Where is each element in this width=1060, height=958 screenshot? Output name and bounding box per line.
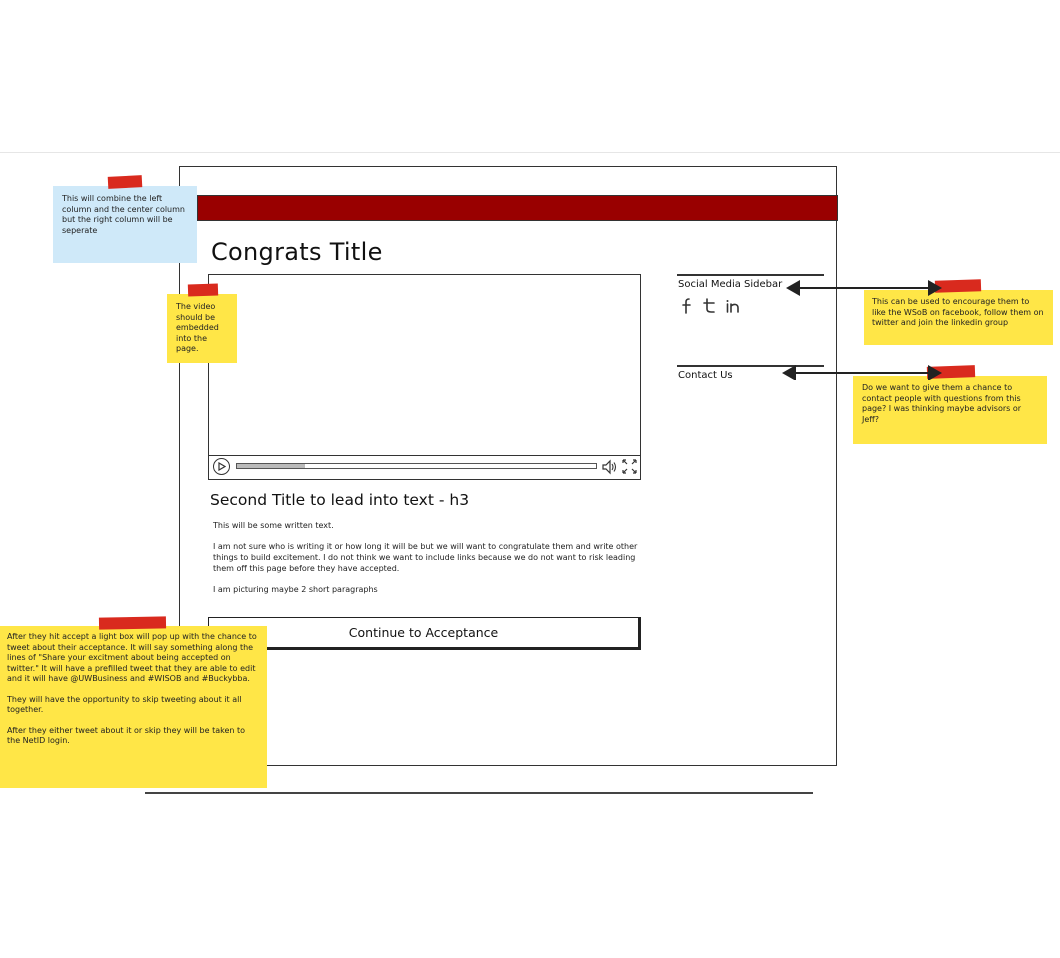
sticky-note-video (167, 294, 237, 363)
social-icons (679, 297, 741, 315)
sticky-note-lightbox (0, 626, 267, 788)
video-controls (209, 455, 640, 479)
sticky-note-columns (53, 186, 197, 263)
sticky-note-text: This can be used to encourage them to like the WSoB on facebook, follow them on twitter and join the linkedin group (872, 297, 1044, 327)
twitter-icon[interactable] (702, 297, 718, 315)
paragraph: This will be some written text. (213, 521, 334, 530)
canvas-top-divider (0, 152, 1060, 153)
contact-us-heading: Contact Us (678, 370, 733, 381)
sticky-note-text: This will combine the left column and the center column but the right column will be seperate (62, 194, 185, 235)
fullscreen-icon[interactable] (621, 458, 638, 475)
sidebar-divider (677, 274, 824, 276)
sticky-note-text: They will have the opportunity to skip tweeting about it all together. (7, 694, 242, 714)
body-text (213, 520, 638, 605)
sticky-note-text: Do we want to give them a chance to contact people with questions from this page? I was thinking maybe advisors or Jeff? (862, 383, 1022, 424)
header-bar (197, 195, 838, 221)
video-player[interactable] (208, 274, 641, 480)
sticky-note-contact (853, 376, 1047, 444)
section-heading: Second Title to lead into text - h3 (210, 491, 470, 509)
facebook-icon[interactable] (679, 297, 695, 315)
double-arrow-icon (780, 280, 950, 380)
tape (108, 175, 143, 189)
video-progress-fill (237, 464, 305, 468)
paragraph: I am not sure who is writing it or how long it will be but we will want to congratulate them and write other things to build excitement. I do not think we want to include links because we do not want to risk leading them off this page before they have accepted. (213, 542, 638, 573)
tape (188, 283, 218, 296)
video-seek-bar[interactable] (236, 463, 597, 469)
canvas-bottom-divider (145, 792, 813, 794)
page-title: Congrats Title (211, 238, 383, 266)
sticky-note-text: After they hit accept a light box will pop up with the chance to tweet about their acceptance. It will say something along the lines of "Share your excitment about being accepted on twitter." It will have a prefilled tweet that they are able to edit and it will have @UWBusiness and #WISOB and #Buckybba. (7, 632, 257, 683)
volume-icon[interactable] (601, 458, 619, 476)
play-icon[interactable] (213, 458, 230, 475)
sticky-note-text: The video should be embedded into the page. (176, 302, 219, 353)
tape (99, 616, 166, 629)
linkedin-icon[interactable] (725, 297, 741, 315)
continue-to-acceptance-button[interactable]: Continue to Acceptance (208, 617, 641, 650)
paragraph: I am picturing maybe 2 short paragraphs (213, 585, 378, 594)
sticky-note-text: After they either tweet about it or skip they will be taken to the NetID login. (7, 725, 246, 745)
social-media-sidebar-heading: Social Media Sidebar (678, 279, 783, 290)
